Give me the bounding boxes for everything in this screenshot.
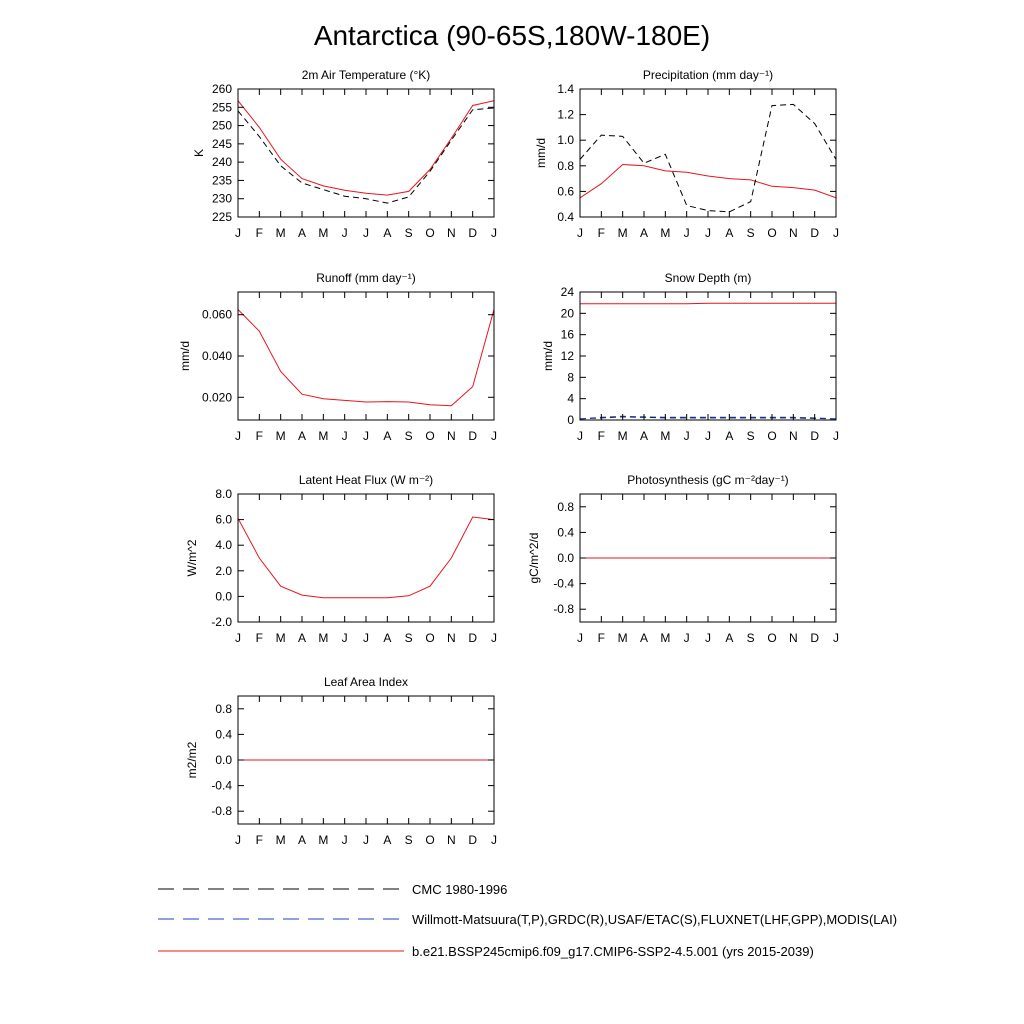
obs-line-1 [580,104,836,211]
x-tick-label: J [341,429,348,443]
x-tick-label: J [341,631,348,645]
x-tick-label: S [404,631,413,645]
series-group [580,104,836,211]
y-tick-label: 0.4 [557,210,574,224]
panel-title: Precipitation (mm day⁻¹) [642,68,774,82]
y-tick-label: 20 [560,306,574,321]
x-tick-label: M [660,226,671,240]
x-tick-label: N [788,226,798,240]
panel-latent-heat [185,473,497,645]
plot-frame [580,292,836,420]
y-tick-label: 255 [211,100,232,115]
y-tick-label: 16 [560,327,574,342]
x-tick-label: J [705,631,711,645]
y-tick-label: -0.8 [553,602,574,617]
y-tick-label: 1.0 [557,133,574,148]
x-tick-label: S [746,226,755,240]
panel-leaf-area [185,675,497,847]
legend-item-3 [158,944,814,959]
x-tick-label: S [746,429,755,443]
x-tick-label: M [275,833,286,847]
x-tick-label: J [363,226,369,240]
x-tick-label: J [705,429,711,443]
x-tick-label: A [383,429,392,443]
x-tick-label: F [255,429,264,443]
panel-title: Snow Depth (m) [664,271,752,285]
y-tick-label: 0 [567,413,574,427]
x-tick-label: O [425,833,435,847]
x-tick-label: J [491,631,497,645]
y-tick-label: 0.0 [215,753,232,767]
y-axis-label: W/m^2 [185,539,199,577]
panel-precipitation-mm [534,68,839,240]
x-tick-label: D [810,226,820,240]
x-tick-label: J [683,429,690,443]
x-tick-label: J [833,226,839,240]
x-tick-label: S [404,429,413,443]
x-tick-label: J [341,833,348,847]
y-tick-label: 0.0 [557,551,574,565]
x-tick-label: J [705,226,711,240]
x-tick-label: N [446,226,456,240]
y-tick-label: -0.4 [211,778,232,793]
model-line-0 [580,165,836,198]
y-tick-label: 230 [211,191,232,206]
legend [158,882,897,959]
series-group [238,517,494,598]
y-tick-label: 24 [560,285,574,299]
legend-label: b.e21.BSSP245cmip6.f09_g17.CMIP6-SSP2-4.5.001 (yrs 2015-2039) [412,944,814,959]
x-tick-label: N [446,429,456,443]
x-tick-label: F [597,631,606,645]
x-tick-label: M [318,226,329,240]
x-tick-label: J [235,226,241,240]
y-tick-label: 8 [567,370,574,385]
x-tick-label: J [577,631,583,645]
y-axis-label: mm/d [534,138,548,168]
x-tick-label: J [491,833,497,847]
y-tick-label: -2.0 [211,615,232,629]
x-tick-label: J [363,631,369,645]
x-tick-label: O [767,631,777,645]
series-group [238,101,494,203]
legend-item-1 [158,882,507,897]
x-tick-label: J [491,226,497,240]
x-tick-label: M [617,429,628,443]
model-line-0 [580,303,836,304]
y-axis-label: K [192,148,206,158]
x-tick-label: J [235,833,241,847]
y-tick-label: 225 [211,210,232,224]
panel-2m-air [192,68,497,240]
x-tick-label: J [833,429,839,443]
x-tick-label: A [639,631,649,645]
x-tick-label: J [235,429,241,443]
y-tick-label: 0.4 [557,525,574,540]
x-tick-label: A [297,631,307,645]
x-tick-label: A [639,226,649,240]
x-tick-label: J [577,429,583,443]
y-tick-label: 4.0 [215,538,232,553]
x-tick-label: M [318,631,329,645]
x-tick-label: J [363,833,369,847]
x-tick-label: J [491,429,497,443]
x-tick-label: F [255,833,264,847]
panel-runoff-mm [178,271,497,443]
y-axis-label: gC/m^2/d [527,532,541,584]
y-tick-label: 12 [560,349,574,363]
x-tick-label: M [275,631,286,645]
y-tick-label: 2.0 [215,563,232,578]
y-tick-label: 4 [567,391,574,406]
x-tick-label: A [383,833,392,847]
y-tick-label: -0.8 [211,804,232,819]
legend-label: CMC 1980-1996 [412,882,508,897]
y-tick-label: 0.8 [215,701,232,716]
y-tick-label: 0.6 [557,184,574,199]
model-line-0 [238,101,494,195]
x-tick-label: M [617,631,628,645]
x-tick-label: S [404,833,413,847]
main-title: Antarctica (90-65S,180W-180E) [313,20,711,51]
x-tick-label: O [425,226,435,240]
x-tick-label: M [660,631,671,645]
x-tick-label: D [468,226,478,240]
panel-title: Runoff (mm day⁻¹) [316,271,416,285]
y-tick-label: 250 [211,118,232,133]
y-tick-label: 0.8 [557,158,574,173]
y-tick-label: 260 [211,82,232,96]
y-tick-label: 0.4 [215,727,232,742]
y-tick-label: 0.8 [557,499,574,514]
x-tick-label: F [255,226,264,240]
panel-snow-depth [541,271,839,443]
x-tick-label: F [597,429,606,443]
x-tick-label: A [297,226,307,240]
y-axis-label: m2/m2 [185,741,199,779]
x-tick-label: N [446,833,456,847]
y-tick-label: 235 [211,173,232,188]
x-tick-label: M [275,226,286,240]
x-tick-label: N [788,429,798,443]
y-axis-label: mm/d [541,341,555,371]
x-tick-label: J [363,429,369,443]
x-tick-label: D [810,631,820,645]
x-tick-label: O [425,631,435,645]
x-tick-label: N [446,631,456,645]
x-tick-label: J [683,631,690,645]
y-tick-label: 0.020 [201,390,232,405]
x-tick-label: J [683,226,690,240]
series-group [238,310,494,406]
x-tick-label: D [468,833,478,847]
obs-line-1 [238,108,494,203]
y-tick-label: 0.0 [215,589,232,604]
panel-title: Latent Heat Flux (W m⁻²) [298,473,434,487]
x-tick-label: M [660,429,671,443]
y-tick-label: -0.4 [553,576,574,591]
series-group [580,303,836,419]
y-tick-label: 8.0 [215,487,232,501]
x-tick-label: J [833,631,839,645]
x-tick-label: A [725,631,734,645]
y-tick-label: 1.2 [557,107,574,122]
x-tick-label: M [617,226,628,240]
x-tick-label: S [746,631,755,645]
x-tick-label: A [639,429,649,443]
x-tick-label: S [404,226,413,240]
panels [178,68,839,847]
x-tick-label: N [788,631,798,645]
x-tick-label: D [468,429,478,443]
legend-label: Willmott-Matsuura(T,P),GRDC(R),USAF/ETAC(S),FLUXNET(LHF,GPP),MODIS(LAI) [412,912,898,927]
plot-frame [238,292,494,420]
panel-title: Leaf Area Index [323,675,409,689]
x-tick-label: J [577,226,583,240]
y-axis-label: mm/d [178,341,192,371]
x-tick-label: A [725,226,734,240]
model-line-0 [238,517,494,598]
y-tick-label: 240 [211,155,232,170]
plot-frame [238,494,494,622]
y-tick-label: 1.4 [557,82,574,96]
x-tick-label: O [767,226,777,240]
x-tick-label: O [767,429,777,443]
x-tick-label: J [341,226,348,240]
x-tick-label: M [318,833,329,847]
x-tick-label: J [235,631,241,645]
panel-title: Photosynthesis (gC m⁻²day⁻¹) [627,473,789,487]
panel-title: 2m Air Temperature (°K) [301,68,431,82]
y-tick-label: 0.040 [201,349,232,363]
model-line-0 [238,310,494,406]
x-tick-label: F [597,226,606,240]
x-tick-label: D [468,631,478,645]
x-tick-label: A [383,631,392,645]
x-tick-label: A [297,429,307,443]
plot-frame [580,89,836,217]
legend-item-2 [158,912,897,927]
x-tick-label: F [255,631,264,645]
x-tick-label: D [810,429,820,443]
x-tick-label: A [725,429,734,443]
x-tick-label: M [275,429,286,443]
x-tick-label: A [383,226,392,240]
panel-photosynthesis-gc [527,473,839,645]
x-tick-label: M [318,429,329,443]
x-tick-label: A [297,833,307,847]
x-tick-label: O [425,429,435,443]
y-tick-label: 0.060 [201,307,232,322]
y-tick-label: 245 [211,136,232,151]
y-tick-label: 6.0 [215,512,232,527]
